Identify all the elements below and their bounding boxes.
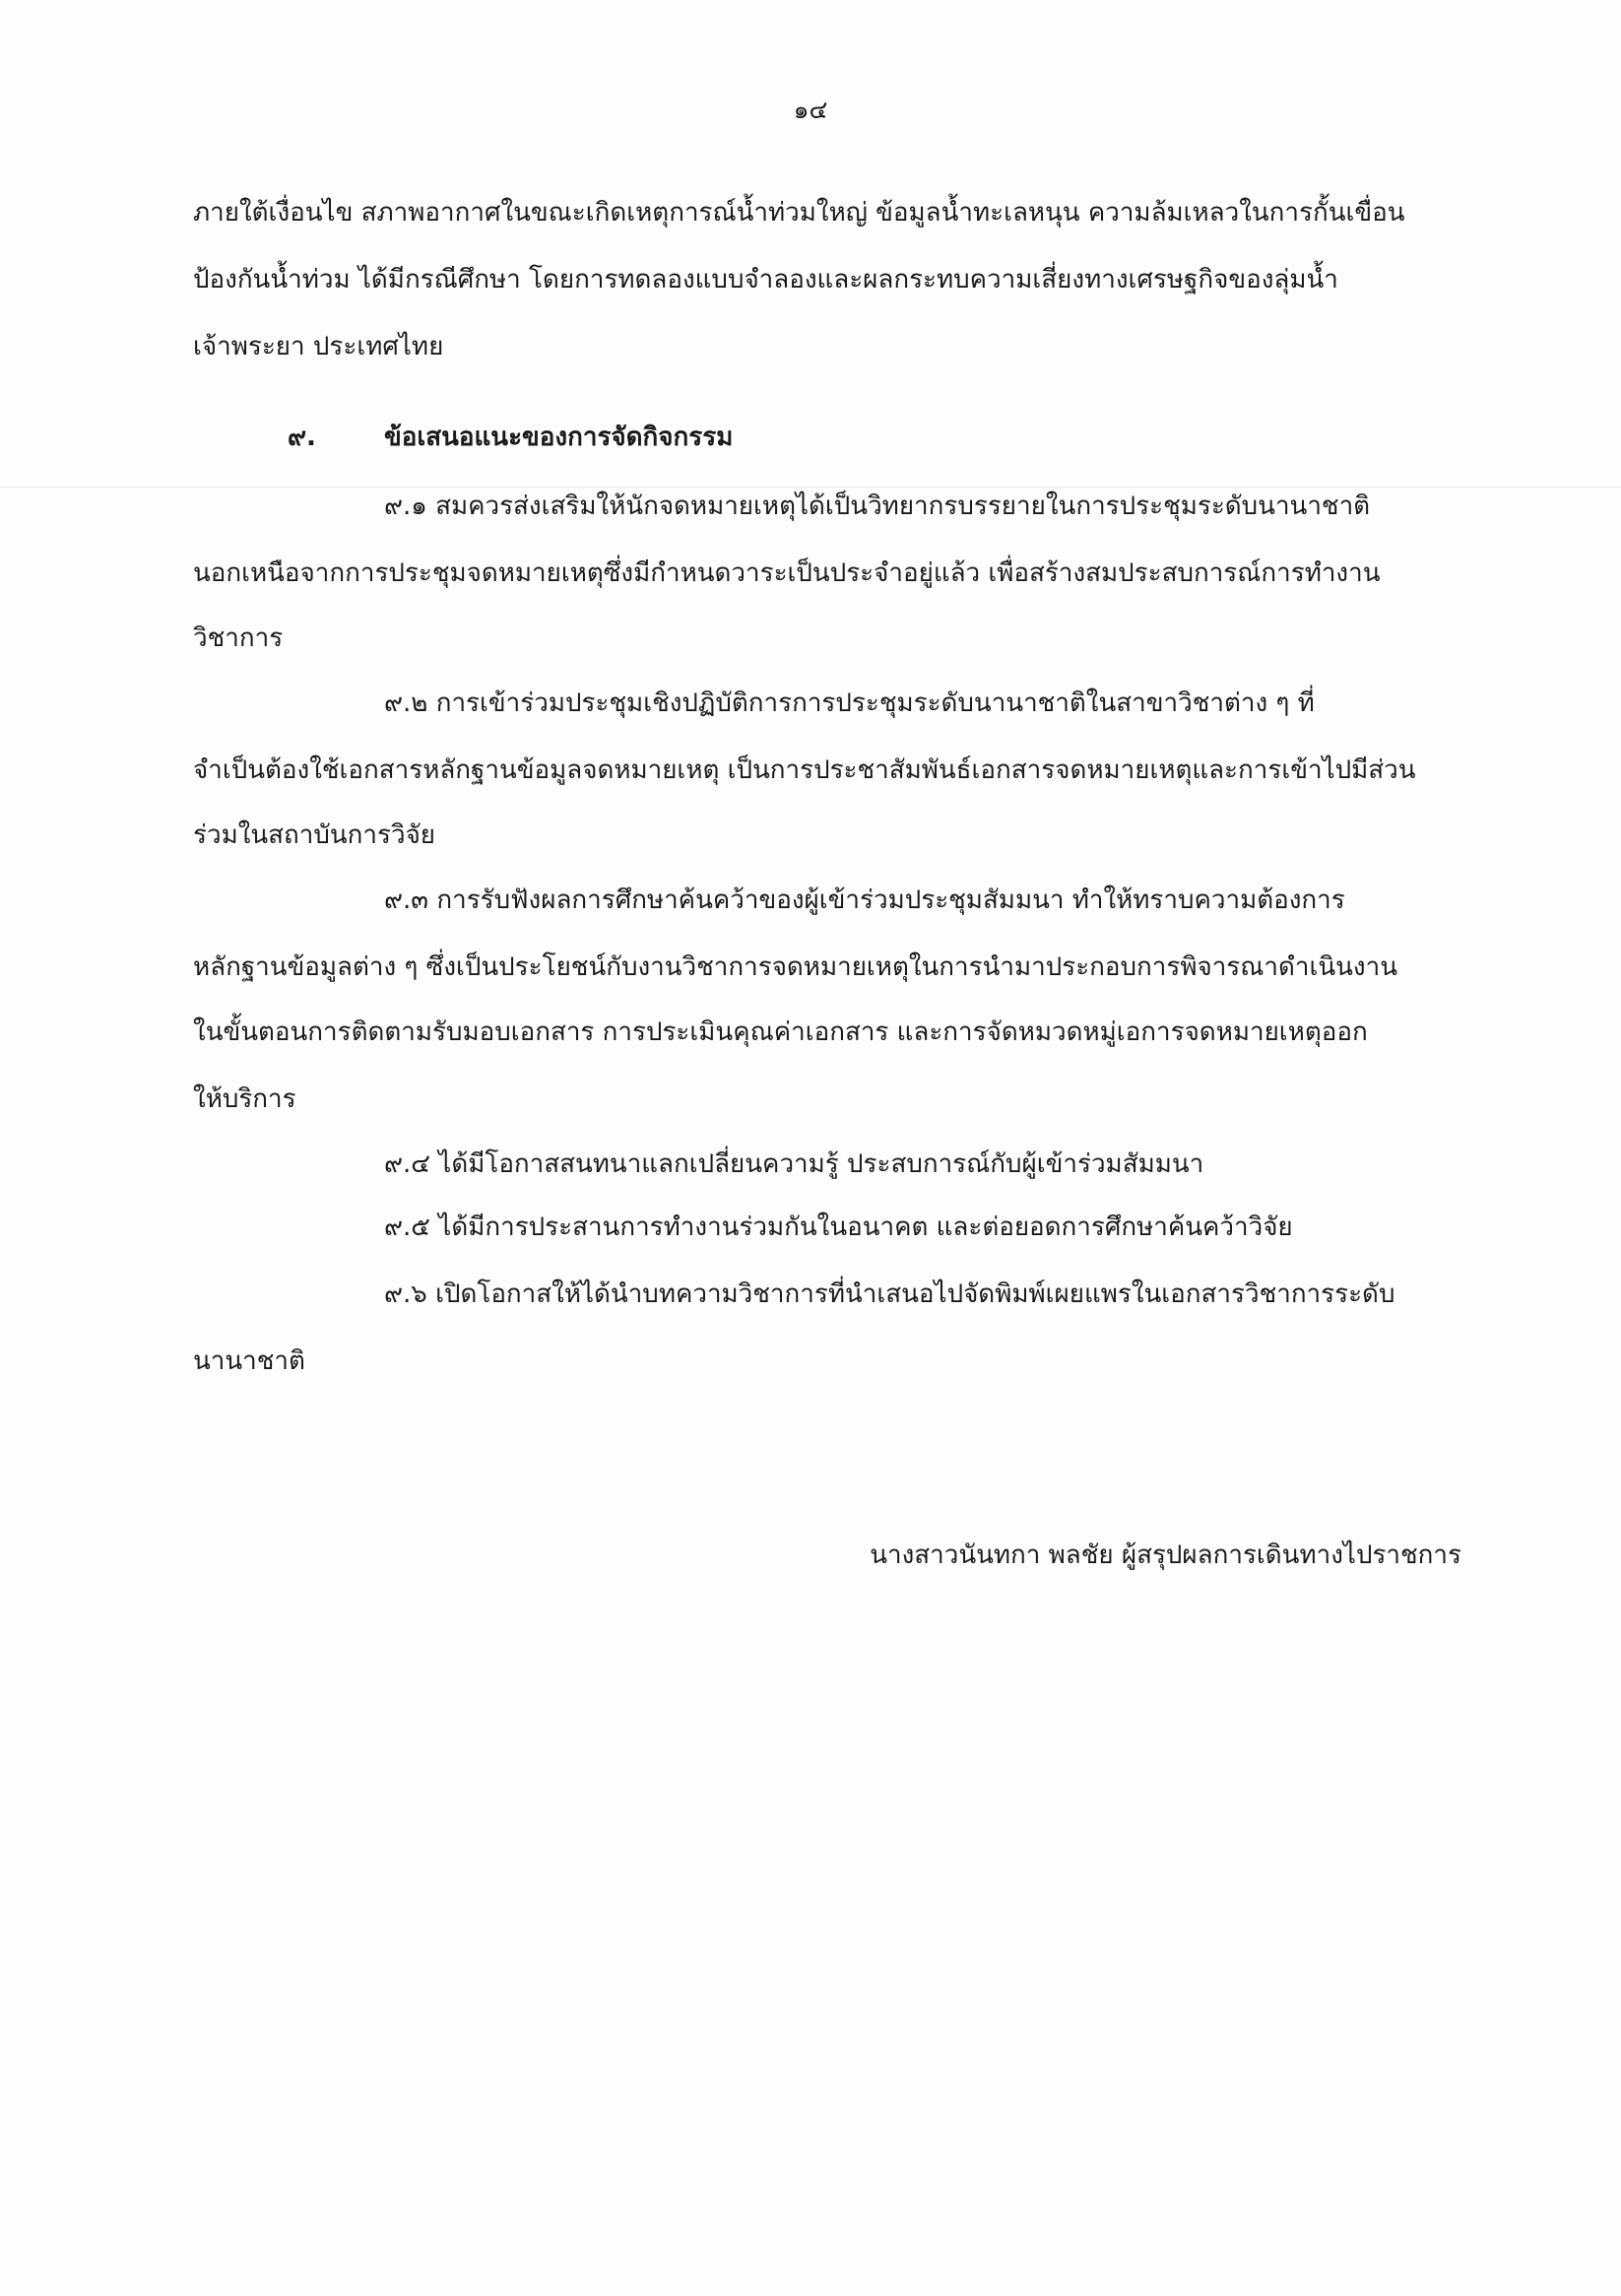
item-9-3-line-2: หลักฐานข้อมูลต่าง ๆ ซึ่งเป็นประโยชน์กับงานวิชาการจดหมายเหตุในการนำมาประกอบการพิจารณาดำเนินงาน [193, 952, 1397, 982]
intro-line-3: เจ้าพระยา ประเทศไทย [193, 332, 444, 361]
intro-line-2: ป้องกันน้ำท่วม ได้มีกรณีศึกษา โดยการทดลองแบบจำลองและผลกระทบความเสี่ยงทางเศรษฐกิจของลุ่มน้ำ [193, 265, 1338, 295]
item-9-3-line-1: ๙.๓ การรับฟังผลการศึกษาค้นคว้าของผู้เข้าร่วมประชุมสัมมนา ทำให้ทราบความต้องการ [384, 886, 1345, 915]
item-9-4-line-1: ๙.๔ ได้มีโอกาสสนทนาแลกเปลี่ยนความรู้ ประสบการณ์กับผู้เข้าร่วมสัมมนา [384, 1149, 1204, 1179]
page-number: ๑๔ [793, 96, 828, 124]
item-9-2-line-1: ๙.๒ การเข้าร่วมประชุมเชิงปฏิบัติการการประชุมระดับนานาชาติในสาขาวิชาต่าง ๆ ที่ [384, 689, 1315, 718]
item-9-5-line-1: ๙.๕ ได้มีการประสานการทำงานร่วมกันในอนาคต และต่อยอดการศึกษาค้นคว้าวิจัย [384, 1213, 1293, 1242]
item-9-2-line-3: ร่วมในสถาบันการวิจัย [193, 820, 436, 850]
item-9-1-line-1: ๙.๑ สมควรส่งเสริมให้นักจดหมายเหตุได้เป็นวิทยากรบรรยายในการประชุมระดับนานาชาติ [384, 492, 1371, 521]
item-9-3-line-3: ในขั้นตอนการติดตามรับมอบเอกสาร การประเมินคุณค่าเอกสาร และการจัดหมวดหมู่เอการจดหมายเหตุออก [193, 1017, 1368, 1047]
section-title: ข้อเสนอแนะของการจัดกิจกรรม [384, 423, 734, 452]
item-9-1-line-3: วิชาการ [193, 623, 284, 653]
signature-line: นางสาวนันทกา พลชัย ผู้สรุปผลการเดินทางไปราชการ [870, 1541, 1461, 1570]
item-9-6-line-1: ๙.๖ เปิดโอกาสให้ได้นำบทความวิชาการที่นำเสนอไปจัดพิมพ์เผยแพรในเอกสารวิชาการระดับ [384, 1279, 1395, 1309]
item-9-1-line-2: นอกเหนือจากการประชุมจดหมายเหตุซึ่งมีกำหนดวาระเป็นประจำอยู่แล้ว เพื่อสร้างสมประสบการณ์การทำงาน [193, 558, 1381, 588]
item-9-2-line-2: จำเป็นต้องใช้เอกสารหลักฐานข้อมูลจดหมายเหตุ เป็นการประชาสัมพันธ์เอกสารจดหมายเหตุและการเข้าไปมีส่วน [193, 755, 1416, 785]
item-9-3-line-4: ให้บริการ [193, 1084, 296, 1114]
section-number: ๙. [288, 423, 316, 452]
intro-line-1: ภายใต้เงื่อนไข สภาพอากาศในขณะเกิดเหตุการณ์น้ำท่วมใหญ่ ข้อมูลน้ำทะเลหนุน ความล้มเหลวในการกั้นเขื่อน [193, 198, 1405, 228]
item-9-6-line-2: นานาชาติ [193, 1346, 305, 1376]
scan-artifact-line [0, 487, 1621, 488]
